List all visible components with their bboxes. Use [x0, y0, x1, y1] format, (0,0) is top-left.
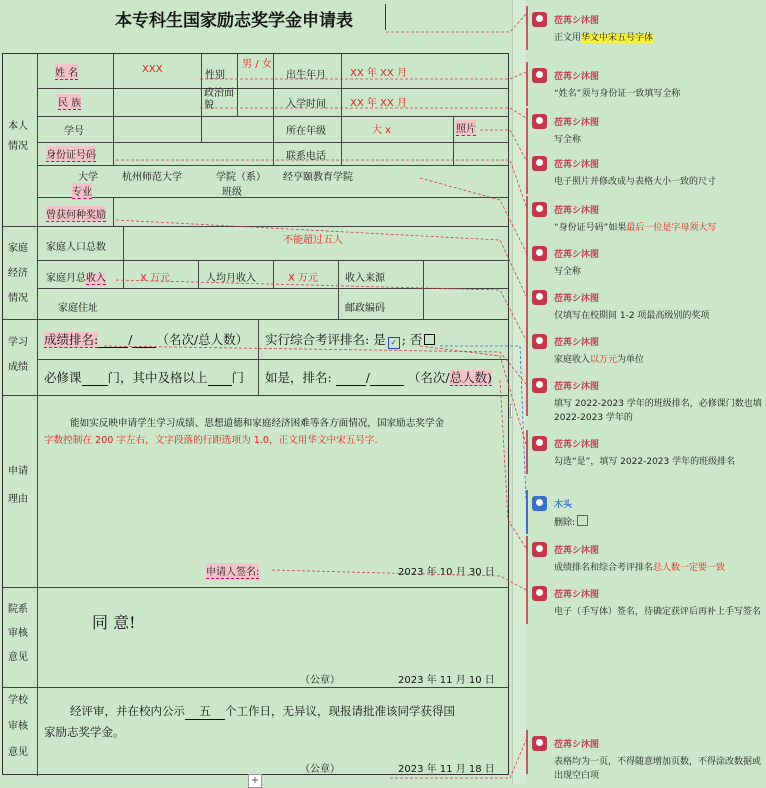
rank-line[interactable]: 成绩排名: / （名次/总人数）: [44, 332, 249, 347]
user-avatar-icon: [532, 246, 547, 261]
per-capita-value[interactable]: X 万元: [288, 273, 319, 284]
name-value[interactable]: XXX: [142, 64, 163, 75]
comment-marker: [526, 580, 528, 624]
school-line1[interactable]: 经评审，并在校内公示 五 个工作日，无异议，现报请批准该同学获得国: [70, 704, 455, 718]
section-study: 学习 成绩: [8, 337, 28, 373]
comment-marker: [526, 150, 528, 194]
ifyes-line[interactable]: 如是，排名: / （名次/总人数): [265, 370, 493, 385]
user-avatar-icon: [532, 736, 547, 751]
comment-body[interactable]: 成绩排名和综合考评排名总人数一定要一致: [554, 563, 726, 573]
dept-agree[interactable]: 同 意!: [92, 613, 136, 632]
comment-marker: [526, 284, 528, 328]
comment-body[interactable]: 正文用华文中宋五号字体: [554, 33, 654, 43]
comment-body[interactable]: 填写 2022-2023 学年的班级排名，必修课门数也填 2022-2023 学年的: [554, 399, 762, 423]
grade-value[interactable]: 大 x: [372, 125, 392, 136]
comment-author: 莅苒シ沐图: [554, 440, 600, 450]
sign-label[interactable]: 申请人签名:: [206, 563, 259, 579]
comment-author: 莅苒シ沐图: [554, 206, 600, 216]
comment-author: 莅苒シ沐图: [554, 72, 600, 82]
eval-line[interactable]: 实行综合考评排名: 是 ✓ ; 否: [265, 330, 435, 349]
comment-marker: [526, 6, 528, 50]
comment-marker: [526, 240, 528, 284]
comment-marker: [526, 62, 528, 106]
table-add-plus-icon[interactable]: +: [248, 774, 262, 788]
awards-label[interactable]: 曾获何种奖励: [46, 206, 106, 222]
comment-marker: [526, 372, 528, 416]
class-label: 班级: [222, 187, 242, 198]
comment-author: 莅苒シ沐图: [554, 294, 600, 304]
reason-date: 2023 年 10 月 30 日: [398, 567, 495, 578]
comment-body[interactable]: 家庭收入以万元为单位: [554, 355, 645, 365]
photo-label[interactable]: 照片: [456, 120, 476, 136]
comment-author: 莅苒シ沐图: [554, 590, 600, 600]
user-avatar-icon: [532, 378, 547, 393]
grade-label: 所在年级: [286, 126, 326, 137]
gender-label: 性别: [205, 70, 225, 81]
user-avatar-icon: [532, 290, 547, 305]
text-cursor: [385, 4, 386, 30]
user-avatar-icon: [532, 542, 547, 557]
comment-author: 莅苒シ沐图: [554, 118, 600, 128]
uni-value[interactable]: 杭州师范大学: [122, 172, 182, 183]
comment-author: 莅苒シ沐图: [554, 250, 600, 260]
family-size-label: 家庭人口总数: [46, 242, 106, 253]
phone-label: 联系电话: [286, 151, 326, 162]
monthly-income-label: 家庭月总收入: [46, 273, 106, 284]
comment-author: 莅苒シ沐图: [554, 382, 600, 392]
comment-body[interactable]: “身份证号码”如果最后一位是字母须大写: [554, 223, 717, 233]
section-reason: 申请 理由: [8, 466, 28, 505]
postcode-label: 邮政编码: [345, 303, 385, 314]
comment-body[interactable]: “姓名”须与身份证一致填写全称: [554, 89, 681, 99]
comment-author: 莅苒シ沐图: [554, 16, 600, 26]
yes-checkbox[interactable]: ✓: [388, 337, 400, 349]
dept-date: 2023 年 11 月 10 日: [398, 675, 495, 686]
comment-marker: [526, 730, 528, 774]
uni-label: 大学: [78, 172, 98, 183]
school-seal: （公章）: [300, 764, 340, 775]
comment-body[interactable]: 写全称: [554, 267, 582, 277]
comment-author: 莅苒シ沐图: [554, 338, 600, 348]
user-avatar-icon: [532, 156, 547, 171]
deleted-checkbox-icon: [577, 515, 588, 526]
family-note: 不能超过五人: [283, 235, 343, 246]
user-avatar-icon: [532, 114, 547, 129]
monthly-income-value[interactable]: X 万元: [140, 273, 171, 284]
section-personal: 本人 情况: [8, 121, 28, 152]
college-value[interactable]: 经亨颐教育学院: [283, 172, 353, 183]
school-line2[interactable]: 家励志奖学金。: [44, 725, 125, 739]
comment-marker: [526, 430, 528, 474]
nation-label[interactable]: 民 族: [58, 94, 81, 110]
address-label: 家庭住址: [58, 303, 98, 314]
section-dept: 院系 审核 意见: [8, 604, 28, 663]
section-family: 家庭 经济 情况: [8, 243, 28, 304]
comment-body[interactable]: 勾选“是”，填写 2022-2023 学年的班级排名: [554, 457, 736, 467]
comment-body[interactable]: 电子（手写体）签名，待确定获评后再补上手写签名: [554, 607, 762, 617]
user-avatar-icon: [532, 12, 547, 27]
section-school: 学校 审核 意见: [8, 695, 28, 758]
page-title[interactable]: 本专科生国家励志奖学金申请表: [115, 11, 353, 31]
birth-value[interactable]: XX 年 XX 月: [350, 68, 407, 79]
user-avatar-icon: [532, 334, 547, 349]
user-avatar-icon: [532, 496, 547, 511]
reason-line2[interactable]: 字数控制在 200 字左右，文字段落的行距选项为 1.0，正文用华文中宋五号字.: [44, 435, 378, 446]
no-checkbox[interactable]: [424, 334, 435, 345]
comment-author: 莅苒シ沐图: [554, 740, 600, 750]
reason-line1[interactable]: 能如实反映申请学生学习成绩、思想道德和家庭经济困难等各方面情况，国家励志奖学金: [70, 418, 445, 429]
comment-marker: [526, 328, 528, 372]
comment-body[interactable]: 仅填写在校期间 1-2 项最高级别的奖项: [554, 311, 710, 321]
major-label[interactable]: 专业: [72, 183, 92, 199]
comment-author: 莅苒シ沐图: [554, 546, 600, 556]
id-label[interactable]: 身份证号码: [46, 146, 96, 162]
name-label[interactable]: 姓 名: [55, 64, 78, 80]
school-date: 2023 年 11 月 18 日: [398, 764, 495, 775]
political-label: 政治面貌: [204, 88, 234, 111]
comment-body[interactable]: 删除:: [554, 515, 762, 530]
comment-body[interactable]: 电子照片并修改成与表格大小一致的尺寸: [554, 177, 717, 187]
comment-rail: [512, 0, 527, 784]
per-capita-label: 人均月收入: [206, 273, 256, 284]
income-source-label: 收入来源: [345, 273, 385, 284]
comment-marker: [526, 196, 528, 240]
student-id-label: 学号: [64, 126, 84, 137]
comment-marker: [526, 536, 528, 580]
user-avatar-icon: [532, 436, 547, 451]
enroll-value[interactable]: XX 年 XX 月: [350, 98, 407, 109]
comment-marker: [526, 108, 528, 152]
enroll-label: 入学时间: [286, 99, 326, 110]
courses-line[interactable]: 必修课 门，其中及格以上 门: [44, 370, 245, 385]
comments-pane: [526, 0, 766, 784]
user-avatar-icon: [532, 202, 547, 217]
college-label: 学院（系）: [216, 172, 266, 183]
comment-author: 莅苒シ沐图: [554, 160, 600, 170]
birth-label: 出生年月: [286, 70, 326, 81]
user-avatar-icon: [532, 586, 547, 601]
comment-body[interactable]: 表格均为一页，不得随意增加页数，不得涂改数据或出现空白项: [554, 757, 762, 781]
dept-seal: （公章）: [300, 675, 340, 686]
comment-body[interactable]: 写全称: [554, 135, 582, 145]
gender-value[interactable]: 男 / 女: [242, 59, 272, 70]
user-avatar-icon: [532, 68, 547, 83]
comment-author: 木头: [554, 500, 573, 510]
comment-marker: [526, 490, 528, 534]
